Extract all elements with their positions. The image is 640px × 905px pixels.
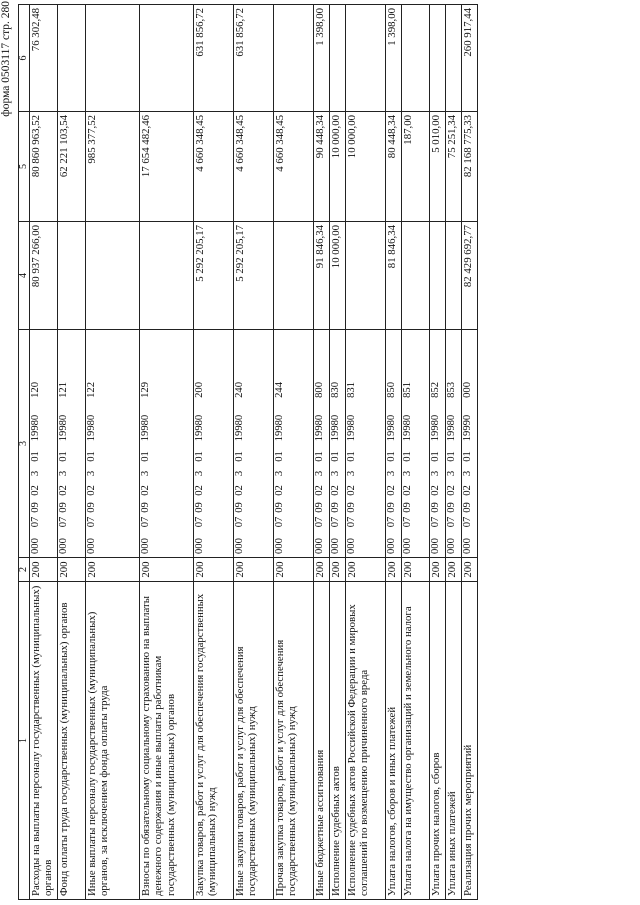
code-segment: 09 [140,502,151,513]
row-executed: 82 168 775,33 [462,112,478,222]
row-approved [274,222,314,330]
row-approved: 5 292 205,17 [194,222,234,330]
budget-table [18,4,478,900]
code-segment: 000 [462,538,473,554]
row-executed: 17 654 482,46 [140,112,194,222]
row-approved [58,222,86,330]
code-segment: 244 [274,382,285,398]
code-segment: 000 [330,538,341,554]
code-segment: 129 [140,382,151,398]
table-row [346,5,386,900]
row-unexecuted [86,5,140,112]
code-segment: 01 [86,451,97,462]
code-segment: 3 [30,470,41,477]
code-segment: 07 [462,516,473,528]
row-budget-code [462,330,478,558]
code-segment: 200 [194,382,205,398]
row-name: Иные бюджетные ассигнования [314,582,330,900]
row-executed: 80 448,34 [386,112,402,222]
row-name: Иные выплаты персоналу государственных (муниципальных) органов, за исключением фонда оплаты труда [86,582,140,900]
code-segment: 3 [346,470,357,477]
row-name: Уплата налога на имущество организаций и земельного налога [402,582,430,900]
code-segment: 853 [446,382,457,398]
code-segment: 01 [314,451,325,462]
row-budget-code [30,330,58,558]
code-segment: 240 [234,382,245,398]
table-row [30,5,58,900]
code-segment: 3 [386,470,397,477]
row-unexecuted: 631 856,72 [194,5,234,112]
code-segment: 02 [430,485,441,496]
code-segment: 01 [30,451,41,462]
code-segment: 02 [314,485,325,496]
row-line-code: 200 [274,558,314,582]
row-line-code: 200 [86,558,140,582]
code-segment: 02 [30,485,41,496]
code-segment: 000 [386,538,397,554]
table-row [58,5,86,900]
code-segment: 07 [274,516,285,528]
header-row [19,5,30,900]
code-segment: 19980 [194,414,205,442]
header-cell-4: 4 [19,222,30,330]
code-segment: 02 [86,485,97,496]
code-segment: 800 [314,382,325,398]
code-segment: 01 [330,451,341,462]
code-segment: 02 [58,485,69,496]
row-budget-code [386,330,402,558]
code-segment: 19980 [402,414,413,442]
row-approved: 82 429 692,77 [462,222,478,330]
code-segment: 19980 [140,414,151,442]
table-row [386,5,402,900]
row-name: Иные закупки товаров, работ и услуг для обеспечения государственных (муниципальных) нужд [234,582,274,900]
row-line-code: 200 [140,558,194,582]
row-unexecuted [430,5,446,112]
row-executed: 4 660 348,45 [194,112,234,222]
code-segment: 09 [402,502,413,513]
code-segment: 09 [430,502,441,513]
header-cell-2: 2 [19,558,30,582]
code-segment: 3 [462,470,473,477]
table-row [86,5,140,900]
row-executed: 10 000,00 [346,112,386,222]
code-segment: 3 [330,470,341,477]
row-line-code: 200 [430,558,446,582]
row-executed: 985 377,52 [86,112,140,222]
code-segment: 02 [402,485,413,496]
code-segment: 3 [446,470,457,477]
table-row [430,5,446,900]
code-segment: 3 [274,470,285,477]
row-unexecuted: 1 398,00 [386,5,402,112]
row-approved: 10 000,00 [330,222,346,330]
row-executed: 62 221 103,54 [58,112,86,222]
table-row [274,5,314,900]
row-executed: 4 660 348,45 [274,112,314,222]
header-cell-5: 5 [19,112,30,222]
table-row [194,5,234,900]
row-budget-code [140,330,194,558]
row-name: Реализация прочих мероприятий [462,582,478,900]
code-segment: 02 [140,485,151,496]
code-segment: 121 [58,382,69,398]
row-name: Уплата прочих налогов, сборов [430,582,446,900]
code-segment: 19980 [346,414,357,442]
code-segment: 3 [430,470,441,477]
code-segment: 830 [330,382,341,398]
row-budget-code [194,330,234,558]
code-segment: 19980 [386,414,397,442]
code-segment: 000 [430,538,441,554]
code-segment: 07 [430,516,441,528]
header-cell-3: 3 [19,330,30,558]
row-unexecuted: 260 917,44 [462,5,478,112]
code-segment: 000 [402,538,413,554]
code-segment: 01 [402,451,413,462]
row-approved: 81 846,34 [386,222,402,330]
row-budget-code [234,330,274,558]
code-segment: 3 [314,470,325,477]
row-executed: 90 448,34 [314,112,330,222]
code-segment: 19980 [330,414,341,442]
code-segment: 000 [30,538,41,554]
row-budget-code [446,330,462,558]
code-segment: 19980 [86,414,97,442]
code-segment: 09 [194,502,205,513]
code-segment: 02 [386,485,397,496]
code-segment: 3 [140,470,151,477]
code-segment: 000 [234,538,245,554]
row-name: Фонд оплаты труда государственных (муниципальных) органов [58,582,86,900]
row-approved: 91 846,34 [314,222,330,330]
row-executed: 187,00 [402,112,430,222]
code-segment: 09 [58,502,69,513]
code-segment: 000 [274,538,285,554]
code-segment: 19980 [58,414,69,442]
code-segment: 09 [462,502,473,513]
code-segment: 000 [140,538,151,554]
row-executed: 5 010,00 [430,112,446,222]
row-unexecuted [402,5,430,112]
row-line-code: 200 [234,558,274,582]
row-line-code: 200 [330,558,346,582]
row-approved [140,222,194,330]
code-segment: 02 [234,485,245,496]
row-approved: 80 937 266,00 [30,222,58,330]
code-segment: 07 [446,516,457,528]
code-segment: 851 [402,382,413,398]
code-segment: 02 [346,485,357,496]
code-segment: 02 [194,485,205,496]
code-segment: 07 [330,516,341,528]
code-segment: 000 [86,538,97,554]
row-budget-code [430,330,446,558]
code-segment: 02 [330,485,341,496]
code-segment: 01 [194,451,205,462]
row-line-code: 200 [462,558,478,582]
code-segment: 19980 [430,414,441,442]
row-name: Уплата налогов, сборов и иных платежей [386,582,402,900]
code-segment: 01 [58,451,69,462]
code-segment: 120 [30,382,41,398]
code-segment: 01 [430,451,441,462]
code-segment: 01 [140,451,151,462]
code-segment: 07 [402,516,413,528]
code-segment: 01 [346,451,357,462]
code-segment: 02 [446,485,457,496]
code-segment: 831 [346,382,357,398]
row-approved [86,222,140,330]
code-segment: 3 [402,470,413,477]
code-segment: 19980 [234,414,245,442]
row-unexecuted [58,5,86,112]
row-budget-code [314,330,330,558]
code-segment: 000 [58,538,69,554]
row-budget-code [86,330,140,558]
row-name: Прочая закупка товаров, работ и услуг для обеспечения государственных (муниципальных) нужд [274,582,314,900]
code-segment: 09 [234,502,245,513]
row-unexecuted: 631 856,72 [234,5,274,112]
table-row [330,5,346,900]
code-segment: 3 [86,470,97,477]
code-segment: 19980 [446,414,457,442]
code-segment: 01 [274,451,285,462]
row-executed: 75 251,34 [446,112,462,222]
row-approved: 5 292 205,17 [234,222,274,330]
row-budget-code [346,330,386,558]
code-segment: 19980 [314,414,325,442]
row-name: Расходы на выплаты персоналу государственных (муниципальных) органов [30,582,58,900]
code-segment: 09 [330,502,341,513]
row-approved [346,222,386,330]
code-segment: 01 [234,451,245,462]
code-segment: 01 [462,451,473,462]
header-cell-6: 6 [19,5,30,112]
code-segment: 122 [86,382,97,398]
code-segment: 3 [58,470,69,477]
code-segment: 000 [314,538,325,554]
code-segment: 000 [346,538,357,554]
table-row [234,5,274,900]
row-line-code: 200 [314,558,330,582]
code-segment: 09 [386,502,397,513]
row-executed: 10 000,00 [330,112,346,222]
table-row [140,5,194,900]
row-approved [430,222,446,330]
row-executed: 80 860 963,52 [30,112,58,222]
row-unexecuted [330,5,346,112]
code-segment: 07 [194,516,205,528]
row-budget-code [402,330,430,558]
table-row [402,5,430,900]
code-segment: 852 [430,382,441,398]
code-segment: 09 [274,502,285,513]
code-segment: 3 [234,470,245,477]
row-budget-code [58,330,86,558]
row-name: Исполнение судебных актов [330,582,346,900]
row-line-code: 200 [346,558,386,582]
code-segment: 09 [314,502,325,513]
row-unexecuted: 76 302,48 [30,5,58,112]
code-segment: 3 [194,470,205,477]
row-unexecuted [346,5,386,112]
code-segment: 09 [86,502,97,513]
row-line-code: 200 [58,558,86,582]
code-segment: 19990 [462,414,473,442]
code-segment: 850 [386,382,397,398]
row-line-code: 200 [402,558,430,582]
code-segment: 07 [234,516,245,528]
code-segment: 01 [386,451,397,462]
row-budget-code [274,330,314,558]
row-approved [402,222,430,330]
code-segment: 09 [30,502,41,513]
row-name: Взносы по обязательному социальному страхованию на выплаты денежного содержания и иные выплаты работникам государственных (муниципальных) органов [140,582,194,900]
row-executed: 4 660 348,45 [234,112,274,222]
code-segment: 09 [346,502,357,513]
row-line-code: 200 [30,558,58,582]
table-row [462,5,478,900]
table-row [446,5,462,900]
code-segment: 19980 [30,414,41,442]
code-segment: 000 [462,382,473,398]
row-line-code: 200 [446,558,462,582]
code-segment: 01 [446,451,457,462]
row-name: Исполнение судебных актов Российской Федерации и мировых соглашений по возмещению причиненного вреда [346,582,386,900]
row-unexecuted [274,5,314,112]
code-segment: 07 [314,516,325,528]
code-segment: 19980 [274,414,285,442]
code-segment: 07 [86,516,97,528]
form-label: форма 0503117 стр. 280 [0,1,12,117]
code-segment: 09 [446,502,457,513]
row-name: Уплата иных платежей [446,582,462,900]
code-segment: 000 [194,538,205,554]
code-segment: 07 [140,516,151,528]
row-budget-code [330,330,346,558]
header-cell-1: 1 [19,582,30,900]
row-line-code: 200 [386,558,402,582]
code-segment: 07 [30,516,41,528]
code-segment: 07 [386,516,397,528]
row-unexecuted: 1 398,00 [314,5,330,112]
code-segment: 07 [58,516,69,528]
code-segment: 02 [462,485,473,496]
row-unexecuted [140,5,194,112]
row-line-code: 200 [194,558,234,582]
code-segment: 07 [346,516,357,528]
row-unexecuted [446,5,462,112]
row-approved [446,222,462,330]
row-name: Закупка товаров, работ и услуг для обеспечения государственных (муниципальных) нужд [194,582,234,900]
code-segment: 000 [446,538,457,554]
code-segment: 02 [274,485,285,496]
table-row [314,5,330,900]
